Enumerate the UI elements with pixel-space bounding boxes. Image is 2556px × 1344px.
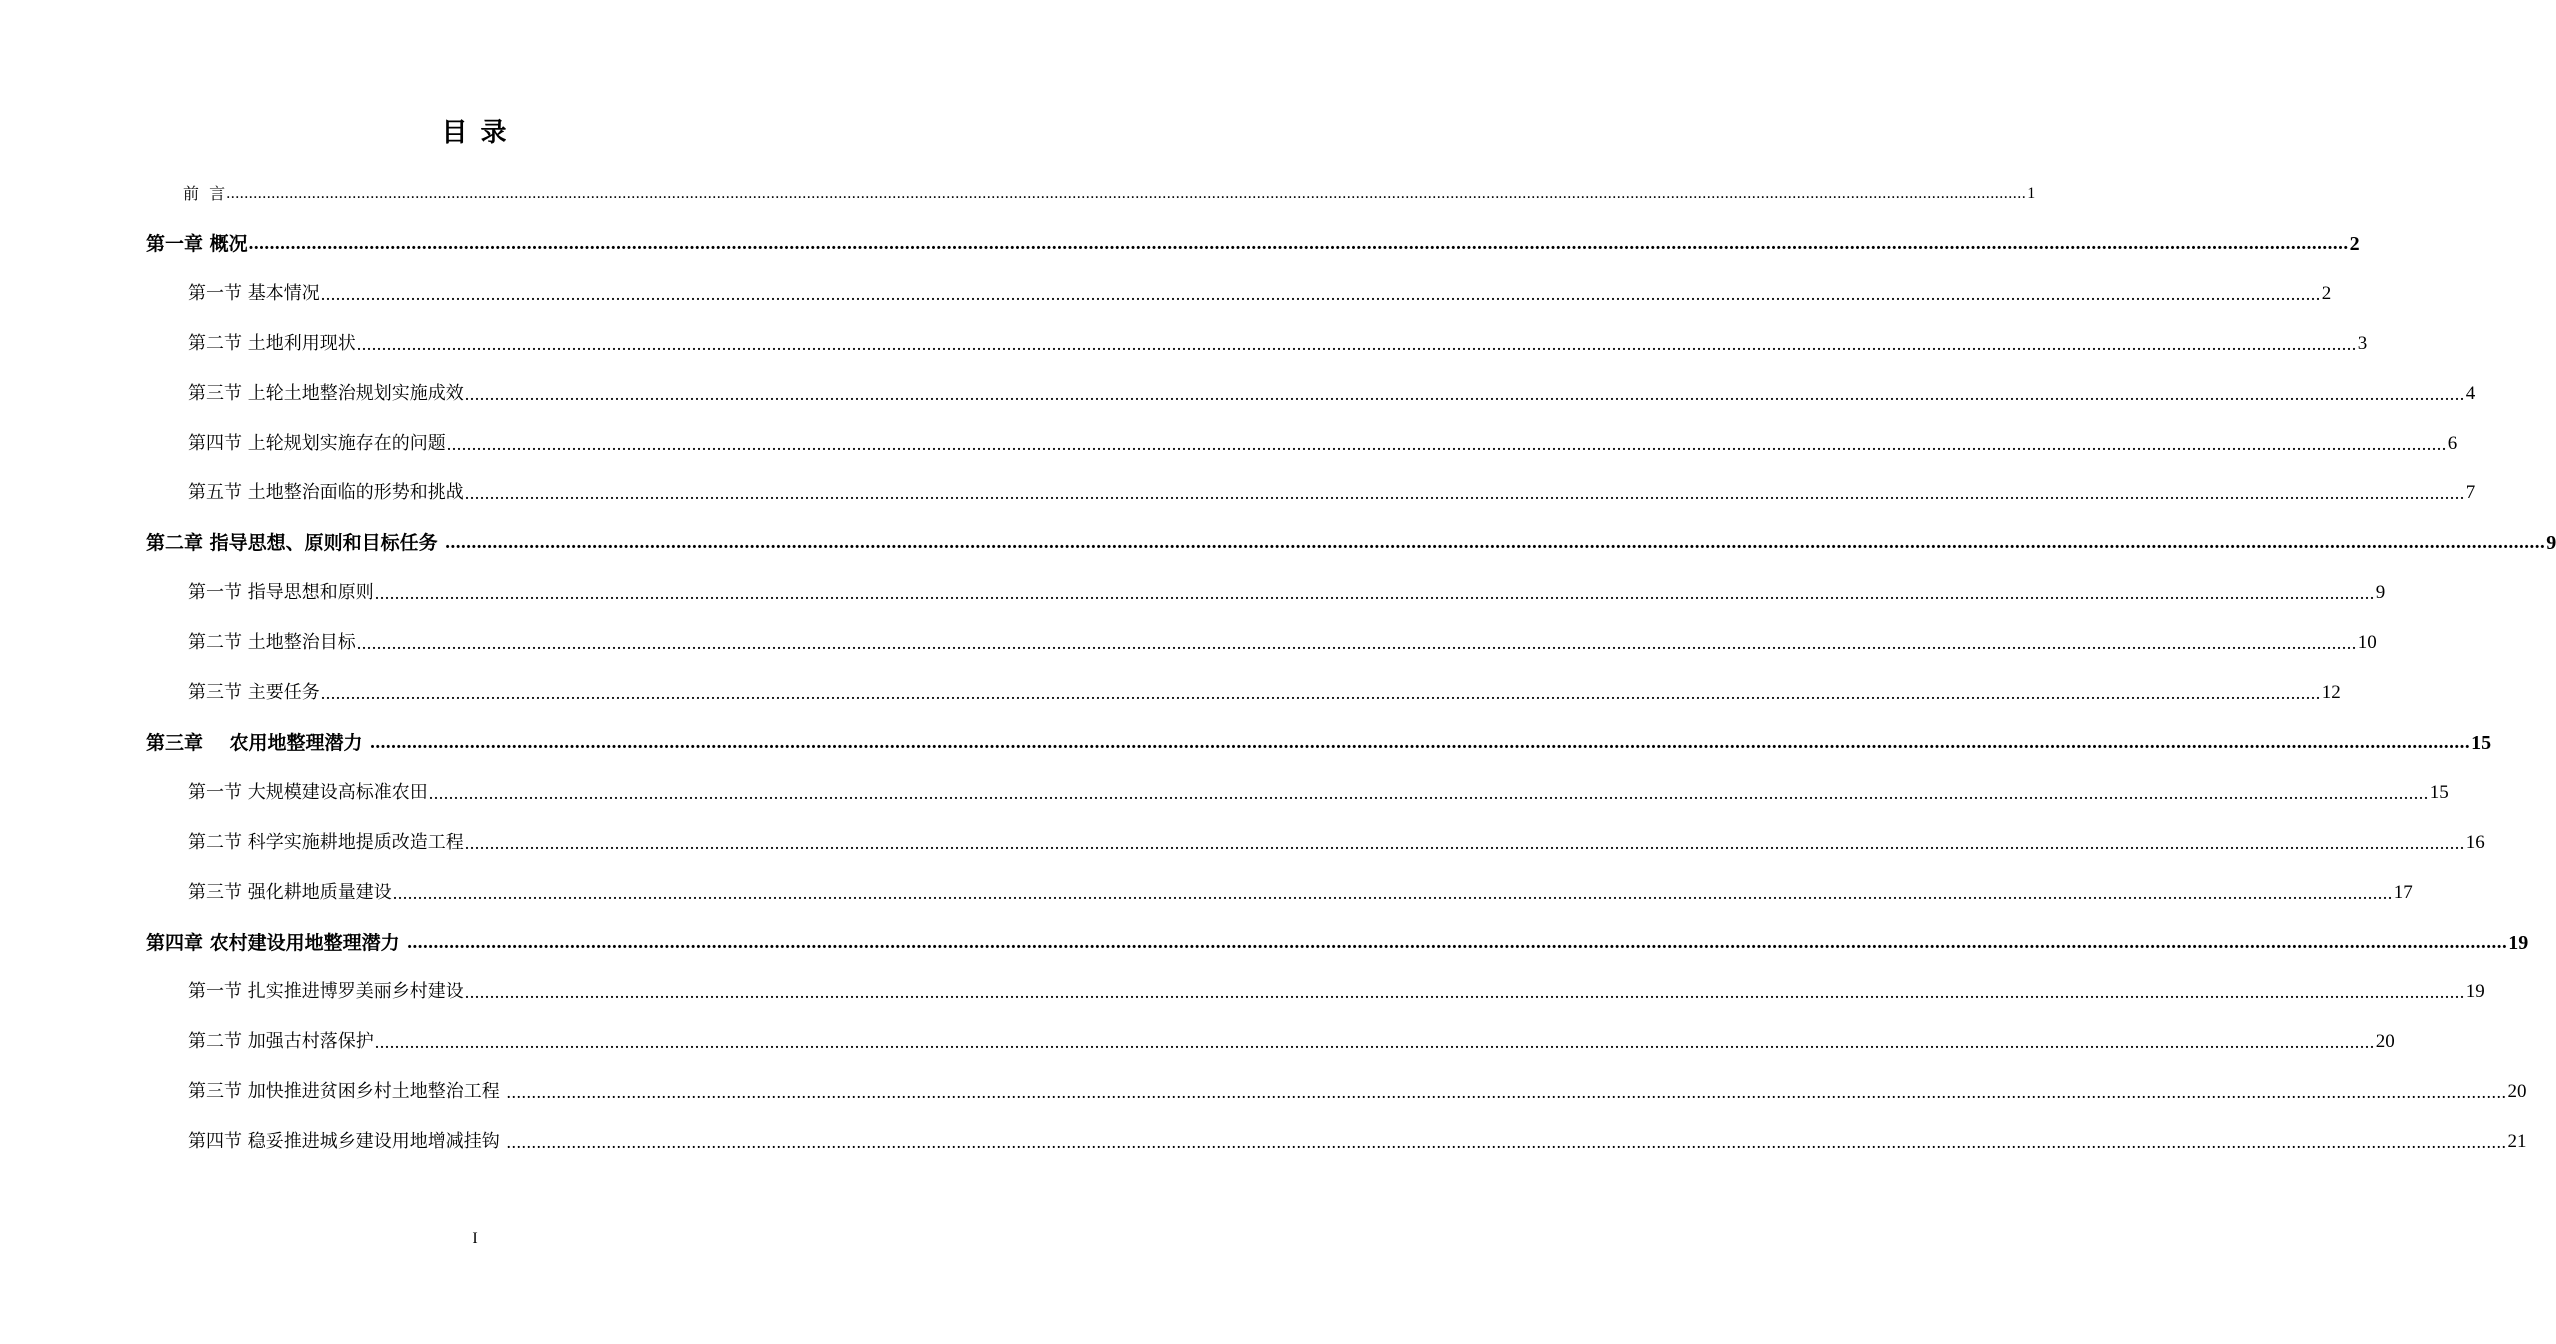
toc-dot-leader: ................................................................................................................................................................................................................................................................................................................................................................................................................ (374, 583, 2375, 603)
toc-entry-page-number: 1 (2027, 185, 2036, 202)
toc-entry-label: 第一节 基本情况 (188, 283, 320, 304)
toc-section-entry[interactable] (188, 381, 2476, 407)
toc-entry-page-number: 7 (2465, 482, 2476, 503)
toc-entry-page-number: 10 (2357, 632, 2377, 653)
toc-chapter-entry[interactable] (146, 231, 2360, 257)
toc-dot-leader: ................................................................................................................................................................................................................................................................................................................................................................................................................ (428, 783, 2429, 803)
toc-dot-leader: ................................................................................................................................................................................................................................................................................................................................................................................................................ (374, 1032, 2375, 1052)
toc-dot-leader: ................................................................................................................................................................................................................................................................................................................................................................................................................ (320, 683, 2321, 703)
toc-dot-leader: ................................................................................................................................................................................................................................................................................................................................................................................................................ (320, 284, 2321, 304)
toc-entry-page-number: 17 (2393, 882, 2413, 903)
toc-dot-leader: ................................................................................................................................................................................................................................................................................................................................................................................................................ (445, 532, 2546, 553)
toc-title: 目 录 (441, 118, 509, 148)
toc-entry-label: 第二章 指导思想、原则和目标任务 (146, 532, 445, 554)
toc-entry-page-number: 9 (2546, 532, 2556, 554)
toc-dot-leader: ................................................................................................................................................................................................................................................................................................................................................................................................................ (356, 334, 2357, 354)
toc-entry-page-number: 12 (2321, 682, 2341, 703)
toc-chapter-entry[interactable] (146, 930, 2529, 956)
toc-dot-leader: ................................................................................................................................................................................................................................................................................................................................................................................................................ (356, 633, 2357, 653)
toc-section-entry[interactable] (188, 1029, 2395, 1055)
toc-section-entry[interactable] (188, 580, 2386, 606)
toc-section-entry[interactable] (188, 630, 2377, 656)
toc-dot-leader: ................................................................................................................................................................................................................................................................................................................................................................................................................ (464, 833, 2465, 853)
toc-entry-label: 第三节 强化耕地质量建设 (188, 882, 392, 903)
page-number-footer: I (472, 1230, 478, 1247)
toc-dot-leader: ................................................................................................................................................................................................................................................................................................................................................................................................................ (464, 384, 2465, 404)
toc-entry-page-number: 20 (2507, 1081, 2527, 1102)
toc-section-entry[interactable] (188, 431, 2458, 457)
toc-entry-page-number: 2 (2349, 233, 2360, 255)
toc-entry-page-number: 15 (2471, 732, 2492, 754)
toc-section-entry[interactable] (188, 281, 2332, 307)
toc-entry-label: 第一章 概况 (146, 233, 248, 255)
toc-dot-leader: ................................................................................................................................................................................................................................................................................................................................................................................................................ (370, 732, 2471, 753)
toc-entry-label: 第三章 农用地整理潜力 (146, 732, 370, 754)
toc-entry-page-number: 6 (2447, 433, 2458, 454)
toc-entry-label: 第四节 上轮规划实施存在的问题 (188, 433, 446, 454)
toc-section-entry[interactable] (188, 830, 2485, 856)
toc-entry-label: 第五节 土地整治面临的形势和挑战 (188, 482, 464, 503)
toc-dot-leader: ................................................................................................................................................................................................................................................................................................................................................................................................................ (248, 233, 2349, 254)
toc-section-entry[interactable] (188, 680, 2341, 706)
toc-entry-page-number: 15 (2429, 782, 2449, 803)
toc-entry-page-number: 19 (2465, 981, 2485, 1002)
toc-entry-page-number: 21 (2507, 1131, 2527, 1152)
toc-dot-leader: ................................................................................................................................................................................................................................................................................................................................................................................................................ (506, 1132, 2507, 1152)
toc-dot-leader: ................................................................................................................................................................................................................................................................................................................................................................................................................ (464, 483, 2465, 503)
toc-entry-label: 第二节 土地整治目标 (188, 632, 356, 653)
toc-dot-leader: ................................................................................................................................................................................................................................................................................................................................................................................................................ (407, 932, 2508, 953)
toc-dot-leader: ................................................................................................................................................................................................................................................................................................................................................................................................................ (446, 434, 2447, 454)
toc-preface-entry[interactable] (183, 181, 2036, 207)
toc-entry-label: 第三节 加快推进贫困乡村土地整治工程 (188, 1081, 506, 1102)
toc-entry-label: 第一节 扎实推进博罗美丽乡村建设 (188, 981, 464, 1002)
toc-entry-label: 第四章 农村建设用地整理潜力 (146, 932, 407, 954)
toc-entry-page-number: 2 (2321, 283, 2332, 304)
toc-chapter-entry[interactable] (146, 530, 2556, 556)
toc-section-entry[interactable] (188, 979, 2485, 1005)
toc-entry-label: 第四节 稳妥推进城乡建设用地增减挂钩 (188, 1131, 506, 1152)
toc-entry-label: 第一节 指导思想和原则 (188, 582, 374, 603)
toc-section-entry[interactable] (188, 1079, 2527, 1105)
toc-dot-leader: ................................................................................................................................................................................................................................................................................................................................................................................................................ (464, 982, 2465, 1002)
toc-entry-label: 第三节 上轮土地整治规划实施成效 (188, 383, 464, 404)
toc-section-entry[interactable] (188, 480, 2476, 506)
toc-entry-label: 第二节 土地利用现状 (188, 333, 356, 354)
toc-entry-page-number: 20 (2375, 1031, 2395, 1052)
toc-entry-page-number: 3 (2357, 333, 2368, 354)
toc-section-entry[interactable] (188, 780, 2449, 806)
toc-entry-page-number: 16 (2465, 832, 2485, 853)
toc-section-entry[interactable] (188, 331, 2368, 357)
toc-entry-label: 第三节 主要任务 (188, 682, 320, 703)
toc-chapter-entry[interactable] (146, 730, 2492, 756)
toc-section-entry[interactable] (188, 1129, 2527, 1155)
toc-dot-leader: ................................................................................................................................................................................................................................................................................................................................................................................................................ (506, 1082, 2507, 1102)
toc-entry-label: 第二节 加强古村落保护 (188, 1031, 374, 1052)
toc-entry-page-number: 19 (2508, 932, 2529, 954)
toc-entry-label: 第一节 大规模建设高标准农田 (188, 782, 428, 803)
toc-section-entry[interactable] (188, 880, 2413, 906)
toc-dot-leader: ................................................................................................................................................................................................................................................................................................................................................................................................................ (226, 185, 2027, 202)
toc-entry-label: 前 言 (183, 184, 226, 203)
toc-dot-leader: ................................................................................................................................................................................................................................................................................................................................................................................................................ (392, 883, 2393, 903)
toc-entry-page-number: 9 (2375, 582, 2386, 603)
toc-entry-page-number: 4 (2465, 383, 2476, 404)
toc-entry-label: 第二节 科学实施耕地提质改造工程 (188, 832, 464, 853)
